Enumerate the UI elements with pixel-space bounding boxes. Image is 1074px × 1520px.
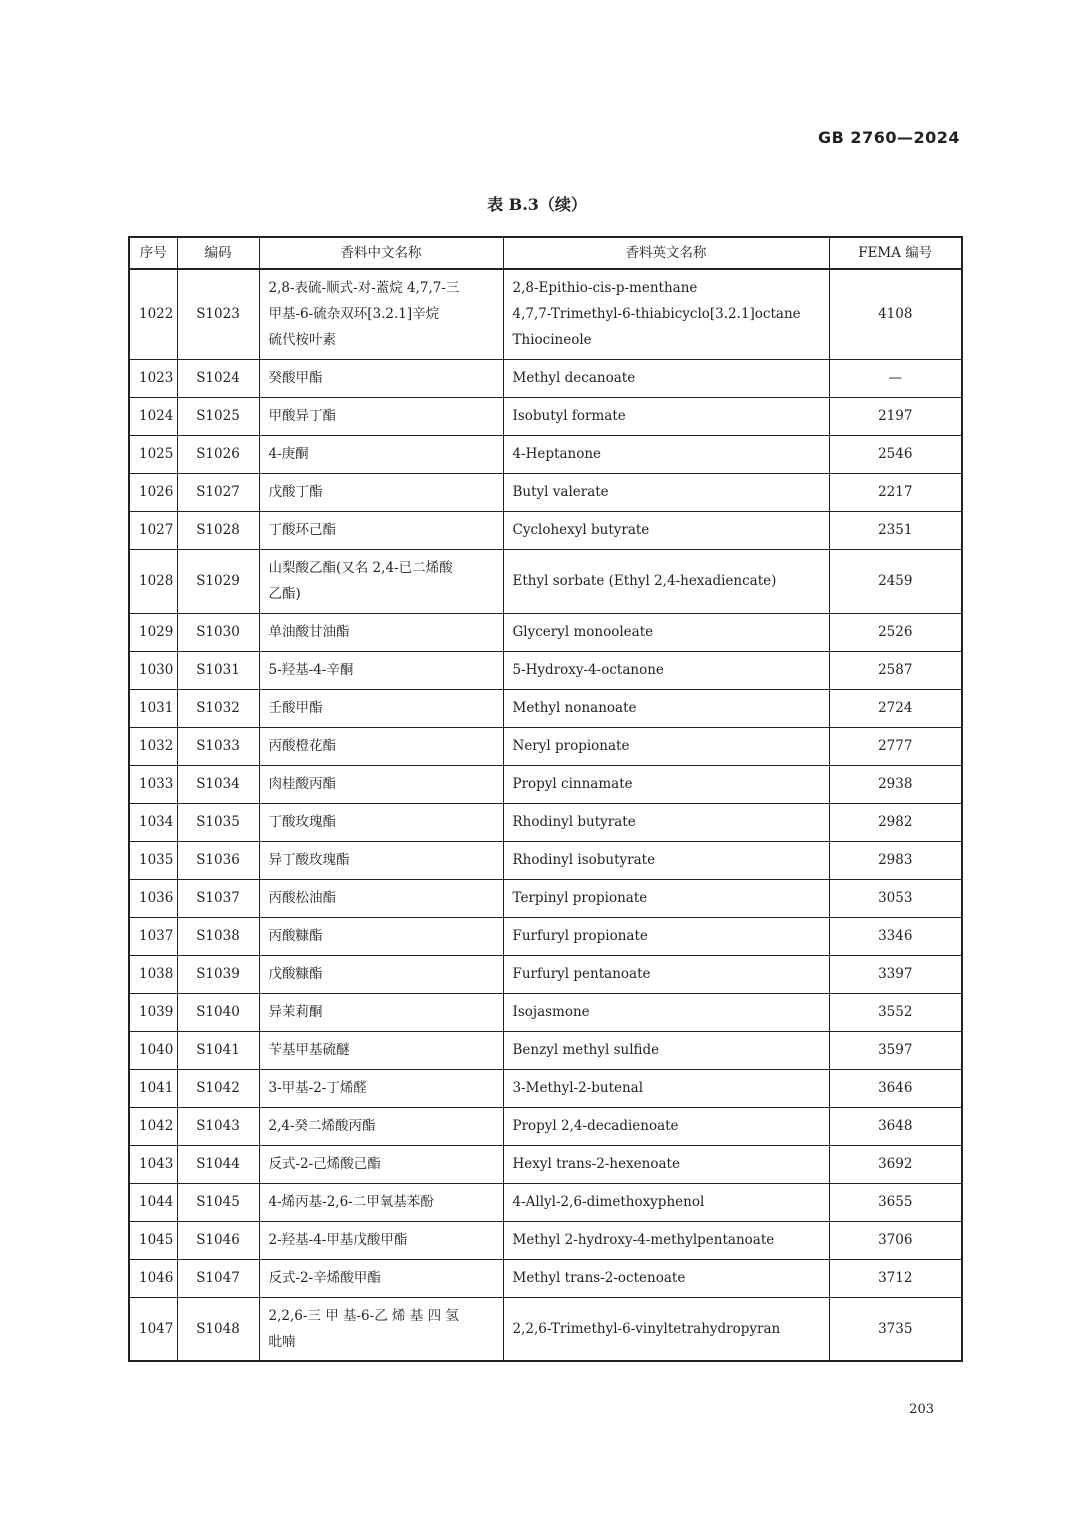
cell-chinese-name [259,1107,503,1145]
chinese-name-line: 单油酸甘油酯 [268,624,350,640]
cell-code: S1033 [177,727,259,765]
chinese-name-line: 4-庚酮 [268,446,309,462]
english-name-line: Methyl nonanoate [512,700,637,716]
cell-no: 1045 [129,1221,177,1259]
cell-chinese-name [259,651,503,689]
table-row [129,689,962,727]
cell-no: 1028 [129,549,177,613]
cell-code: S1023 [177,269,259,359]
table-title: 表 B.3（续） [487,195,587,214]
cell-english-name [503,689,829,727]
cell-code: S1027 [177,473,259,511]
cell-chinese-name [259,269,503,359]
cell-chinese-name [259,993,503,1031]
chinese-name-line: 异茉莉酮 [268,1004,323,1020]
cell-english-name [503,1107,829,1145]
cell-english-name [503,1145,829,1183]
cell-english-name [503,1183,829,1221]
cell-fema: 2587 [829,651,962,689]
cell-no: 1034 [129,803,177,841]
chinese-name-line: 2,8-表硫-顺式-对-蓋烷 4,7,7-三 [268,280,460,297]
chinese-name-line: 山梨酸乙酯(又名 2,4-已二烯酸 [268,560,453,576]
cell-chinese-name [259,435,503,473]
table-row [129,841,962,879]
table-row [129,917,962,955]
english-name-line: Rhodinyl butyrate [512,814,636,830]
cell-code: S1044 [177,1145,259,1183]
table-row [129,1069,962,1107]
cell-no: 1046 [129,1259,177,1297]
cell-code: S1034 [177,765,259,803]
cell-chinese-name [259,549,503,613]
cell-chinese-name [259,1031,503,1069]
column-header-no: 序号 [129,237,177,269]
table-row [129,613,962,651]
english-name-line: Thiocineole [512,332,592,349]
chinese-name-line: 2-羟基-4-甲基戊酸甲酯 [268,1232,408,1248]
cell-english-name [503,397,829,435]
cell-fema: 2938 [829,765,962,803]
english-name-line: Cyclohexyl butyrate [512,522,650,538]
english-name-line: Butyl valerate [512,484,609,500]
english-name-line: 5-Hydroxy-4-octanone [512,662,664,678]
cell-chinese-name [259,511,503,549]
cell-fema: 4108 [829,269,962,359]
cell-code: S1047 [177,1259,259,1297]
cell-english-name [503,549,829,613]
chinese-name-line: 2,4-癸二烯酸丙酯 [268,1118,376,1134]
cell-chinese-name [259,1221,503,1259]
cell-no: 1043 [129,1145,177,1183]
cell-chinese-name [259,727,503,765]
table-row [129,955,962,993]
chinese-name-line: 壬酸甲酯 [268,700,323,716]
table-row [129,1145,962,1183]
english-name-line: Rhodinyl isobutyrate [512,852,656,868]
cell-code: S1043 [177,1107,259,1145]
cell-fema: 3053 [829,879,962,917]
cell-fema: 2459 [829,549,962,613]
chinese-name-line: 4-烯丙基-2,6-二甲氧基苯酚 [268,1194,434,1210]
english-name-line: Glyceryl monooleate [512,624,654,640]
english-name-line: Ethyl sorbate (Ethyl 2,4-hexadiencate) [512,573,777,589]
cell-code: S1031 [177,651,259,689]
table-row [129,1031,962,1069]
cell-no: 1033 [129,765,177,803]
cell-chinese-name [259,473,503,511]
english-name-line: 4-Heptanone [512,446,602,462]
cell-fema: 2351 [829,511,962,549]
cell-code: S1036 [177,841,259,879]
cell-english-name [503,803,829,841]
english-name-line: 4,7,7-Trimethyl-6-thiabicyclo[3.2.1]octane [512,306,801,323]
table-row [129,549,962,613]
chinese-name-line: 反式-2-己烯酸己酯 [268,1156,381,1172]
cell-fema: 3552 [829,993,962,1031]
table-row [129,1107,962,1145]
chinese-name-line: 硫代桉叶素 [268,332,336,349]
cell-english-name [503,269,829,359]
cell-code: S1024 [177,359,259,397]
table-row [129,511,962,549]
chinese-name-line: 癸酸甲酯 [268,370,323,386]
cell-no: 1039 [129,993,177,1031]
english-name-line: Hexyl trans-2-hexenoate [512,1156,680,1172]
cell-english-name [503,1259,829,1297]
table-row [129,1259,962,1297]
cell-no: 1030 [129,651,177,689]
cell-fema: 3646 [829,1069,962,1107]
chinese-name-line: 肉桂酸丙酯 [268,776,336,792]
cell-no: 1040 [129,1031,177,1069]
table-header-row [129,237,962,269]
cell-fema: 3648 [829,1107,962,1145]
cell-chinese-name [259,765,503,803]
cell-code: S1026 [177,435,259,473]
cell-fema: 2777 [829,727,962,765]
cell-chinese-name [259,1145,503,1183]
cell-code: S1040 [177,993,259,1031]
table-row [129,473,962,511]
cell-no: 1025 [129,435,177,473]
cell-code: S1028 [177,511,259,549]
table-row [129,269,962,359]
cell-english-name [503,993,829,1031]
english-name-line: Isojasmone [512,1004,590,1020]
flavor-table [128,236,963,1362]
chinese-name-line: 甲基-6-硫杂双环[3.2.1]辛烷 [268,306,440,323]
cell-fema: 3735 [829,1297,962,1361]
table-row [129,1297,962,1361]
cell-english-name [503,1221,829,1259]
cell-english-name [503,1297,829,1361]
cell-no: 1047 [129,1297,177,1361]
chinese-name-line: 丙酸松油酯 [268,890,336,906]
cell-no: 1032 [129,727,177,765]
english-name-line: Methyl trans-2-octenoate [512,1270,686,1286]
chinese-name-line: 戊酸糠酯 [268,966,323,982]
cell-fema: 2724 [829,689,962,727]
cell-chinese-name [259,879,503,917]
cell-code: S1035 [177,803,259,841]
cell-no: 1029 [129,613,177,651]
cell-chinese-name [259,613,503,651]
table-row [129,397,962,435]
chinese-name-line: 5-羟基-4-辛酮 [268,662,354,678]
cell-fema: 3397 [829,955,962,993]
cell-english-name [503,651,829,689]
cell-no: 1041 [129,1069,177,1107]
cell-fema: 3655 [829,1183,962,1221]
cell-fema: 2546 [829,435,962,473]
english-name-line: Propyl 2,4-decadienoate [512,1118,679,1134]
chinese-name-line: 戊酸丁酯 [268,484,323,500]
cell-english-name [503,1069,829,1107]
column-header-fema: FEMA 编号 [829,237,962,269]
english-name-line: 2,2,6-Trimethyl-6-vinyltetrahydropyran [512,1320,781,1337]
cell-no: 1022 [129,269,177,359]
cell-english-name [503,435,829,473]
english-name-line: Propyl cinnamate [512,776,633,792]
cell-fema: 2982 [829,803,962,841]
chinese-name-line: 反式-2-辛烯酸甲酯 [268,1270,381,1286]
cell-chinese-name [259,1259,503,1297]
cell-no: 1044 [129,1183,177,1221]
cell-chinese-name [259,689,503,727]
table-row [129,765,962,803]
table-row [129,359,962,397]
cell-no: 1038 [129,955,177,993]
table-row [129,803,962,841]
cell-english-name [503,879,829,917]
cell-code: S1032 [177,689,259,727]
chinese-name-line: 吡喃 [268,1333,296,1350]
cell-fema: 2526 [829,613,962,651]
cell-code: S1029 [177,549,259,613]
cell-code: S1025 [177,397,259,435]
english-name-line: Benzyl methyl sulfide [512,1042,660,1058]
cell-no: 1024 [129,397,177,435]
cell-fema: 3346 [829,917,962,955]
cell-no: 1035 [129,841,177,879]
chinese-name-line: 2,2,6-三 甲 基-6-乙 烯 基 四 氢 [268,1307,459,1324]
cell-fema: 2217 [829,473,962,511]
cell-no: 1023 [129,359,177,397]
cell-english-name [503,955,829,993]
english-name-line: Furfuryl pentanoate [512,966,651,982]
cell-chinese-name [259,917,503,955]
cell-code: S1042 [177,1069,259,1107]
cell-english-name [503,917,829,955]
table-row [129,1221,962,1259]
english-name-line: Neryl propionate [512,738,630,754]
english-name-line: 3-Methyl-2-butenal [512,1080,644,1096]
cell-english-name [503,841,829,879]
chinese-name-line: 3-甲基-2-丁烯醛 [268,1080,367,1096]
cell-chinese-name [259,841,503,879]
english-name-line: Terpinyl propionate [512,890,648,906]
chinese-name-line: 苄基甲基硫醚 [268,1042,350,1058]
column-header-chinese-name: 香料中文名称 [259,237,503,269]
cell-english-name [503,727,829,765]
cell-chinese-name [259,359,503,397]
chinese-name-line: 丁酸玫瑰酯 [268,814,336,830]
cell-fema: 3597 [829,1031,962,1069]
cell-chinese-name [259,1297,503,1361]
cell-chinese-name [259,1069,503,1107]
chinese-name-line: 丁酸环己酯 [268,522,336,538]
chinese-name-line: 甲酸异丁酯 [268,408,336,424]
chinese-name-line: 乙酯) [268,586,301,602]
cell-fema: — [829,359,962,397]
table-row [129,651,962,689]
cell-code: S1045 [177,1183,259,1221]
cell-english-name [503,359,829,397]
cell-english-name [503,473,829,511]
english-name-line: 4-Allyl-2,6-dimethoxyphenol [512,1194,705,1210]
chinese-name-line: 丙酸糠酯 [268,928,323,944]
cell-code: S1030 [177,613,259,651]
english-name-line: Methyl 2-hydroxy-4-methylpentanoate [512,1232,775,1248]
table-body [129,269,962,1361]
english-name-line: 2,8-Epithio-cis-p-menthane [512,280,698,297]
table-row [129,993,962,1031]
cell-fema: 3712 [829,1259,962,1297]
cell-chinese-name [259,1183,503,1221]
table-row [129,727,962,765]
cell-english-name [503,511,829,549]
cell-no: 1031 [129,689,177,727]
cell-no: 1026 [129,473,177,511]
cell-code: S1048 [177,1297,259,1361]
standard-code: GB 2760—2024 [818,128,960,147]
english-name-line: Isobutyl formate [512,408,626,424]
cell-no: 1027 [129,511,177,549]
cell-no: 1042 [129,1107,177,1145]
table-row [129,1183,962,1221]
cell-code: S1041 [177,1031,259,1069]
chinese-name-line: 丙酸橙花酯 [268,738,336,754]
cell-fema: 2197 [829,397,962,435]
cell-code: S1046 [177,1221,259,1259]
cell-fema: 3692 [829,1145,962,1183]
table-row [129,435,962,473]
cell-no: 1037 [129,917,177,955]
cell-chinese-name [259,397,503,435]
english-name-line: Furfuryl propionate [512,928,648,944]
page-number: 203 [909,1402,934,1417]
cell-english-name [503,1031,829,1069]
cell-fema: 2983 [829,841,962,879]
cell-code: S1038 [177,917,259,955]
cell-chinese-name [259,803,503,841]
cell-english-name [503,613,829,651]
cell-fema: 3706 [829,1221,962,1259]
column-header-english-name: 香料英文名称 [503,237,829,269]
cell-code: S1039 [177,955,259,993]
cell-chinese-name [259,955,503,993]
cell-english-name [503,765,829,803]
column-header-code: 编码 [177,237,259,269]
chinese-name-line: 异丁酸玫瑰酯 [268,852,350,868]
cell-code: S1037 [177,879,259,917]
english-name-line: Methyl decanoate [512,370,636,386]
cell-no: 1036 [129,879,177,917]
table-row [129,879,962,917]
